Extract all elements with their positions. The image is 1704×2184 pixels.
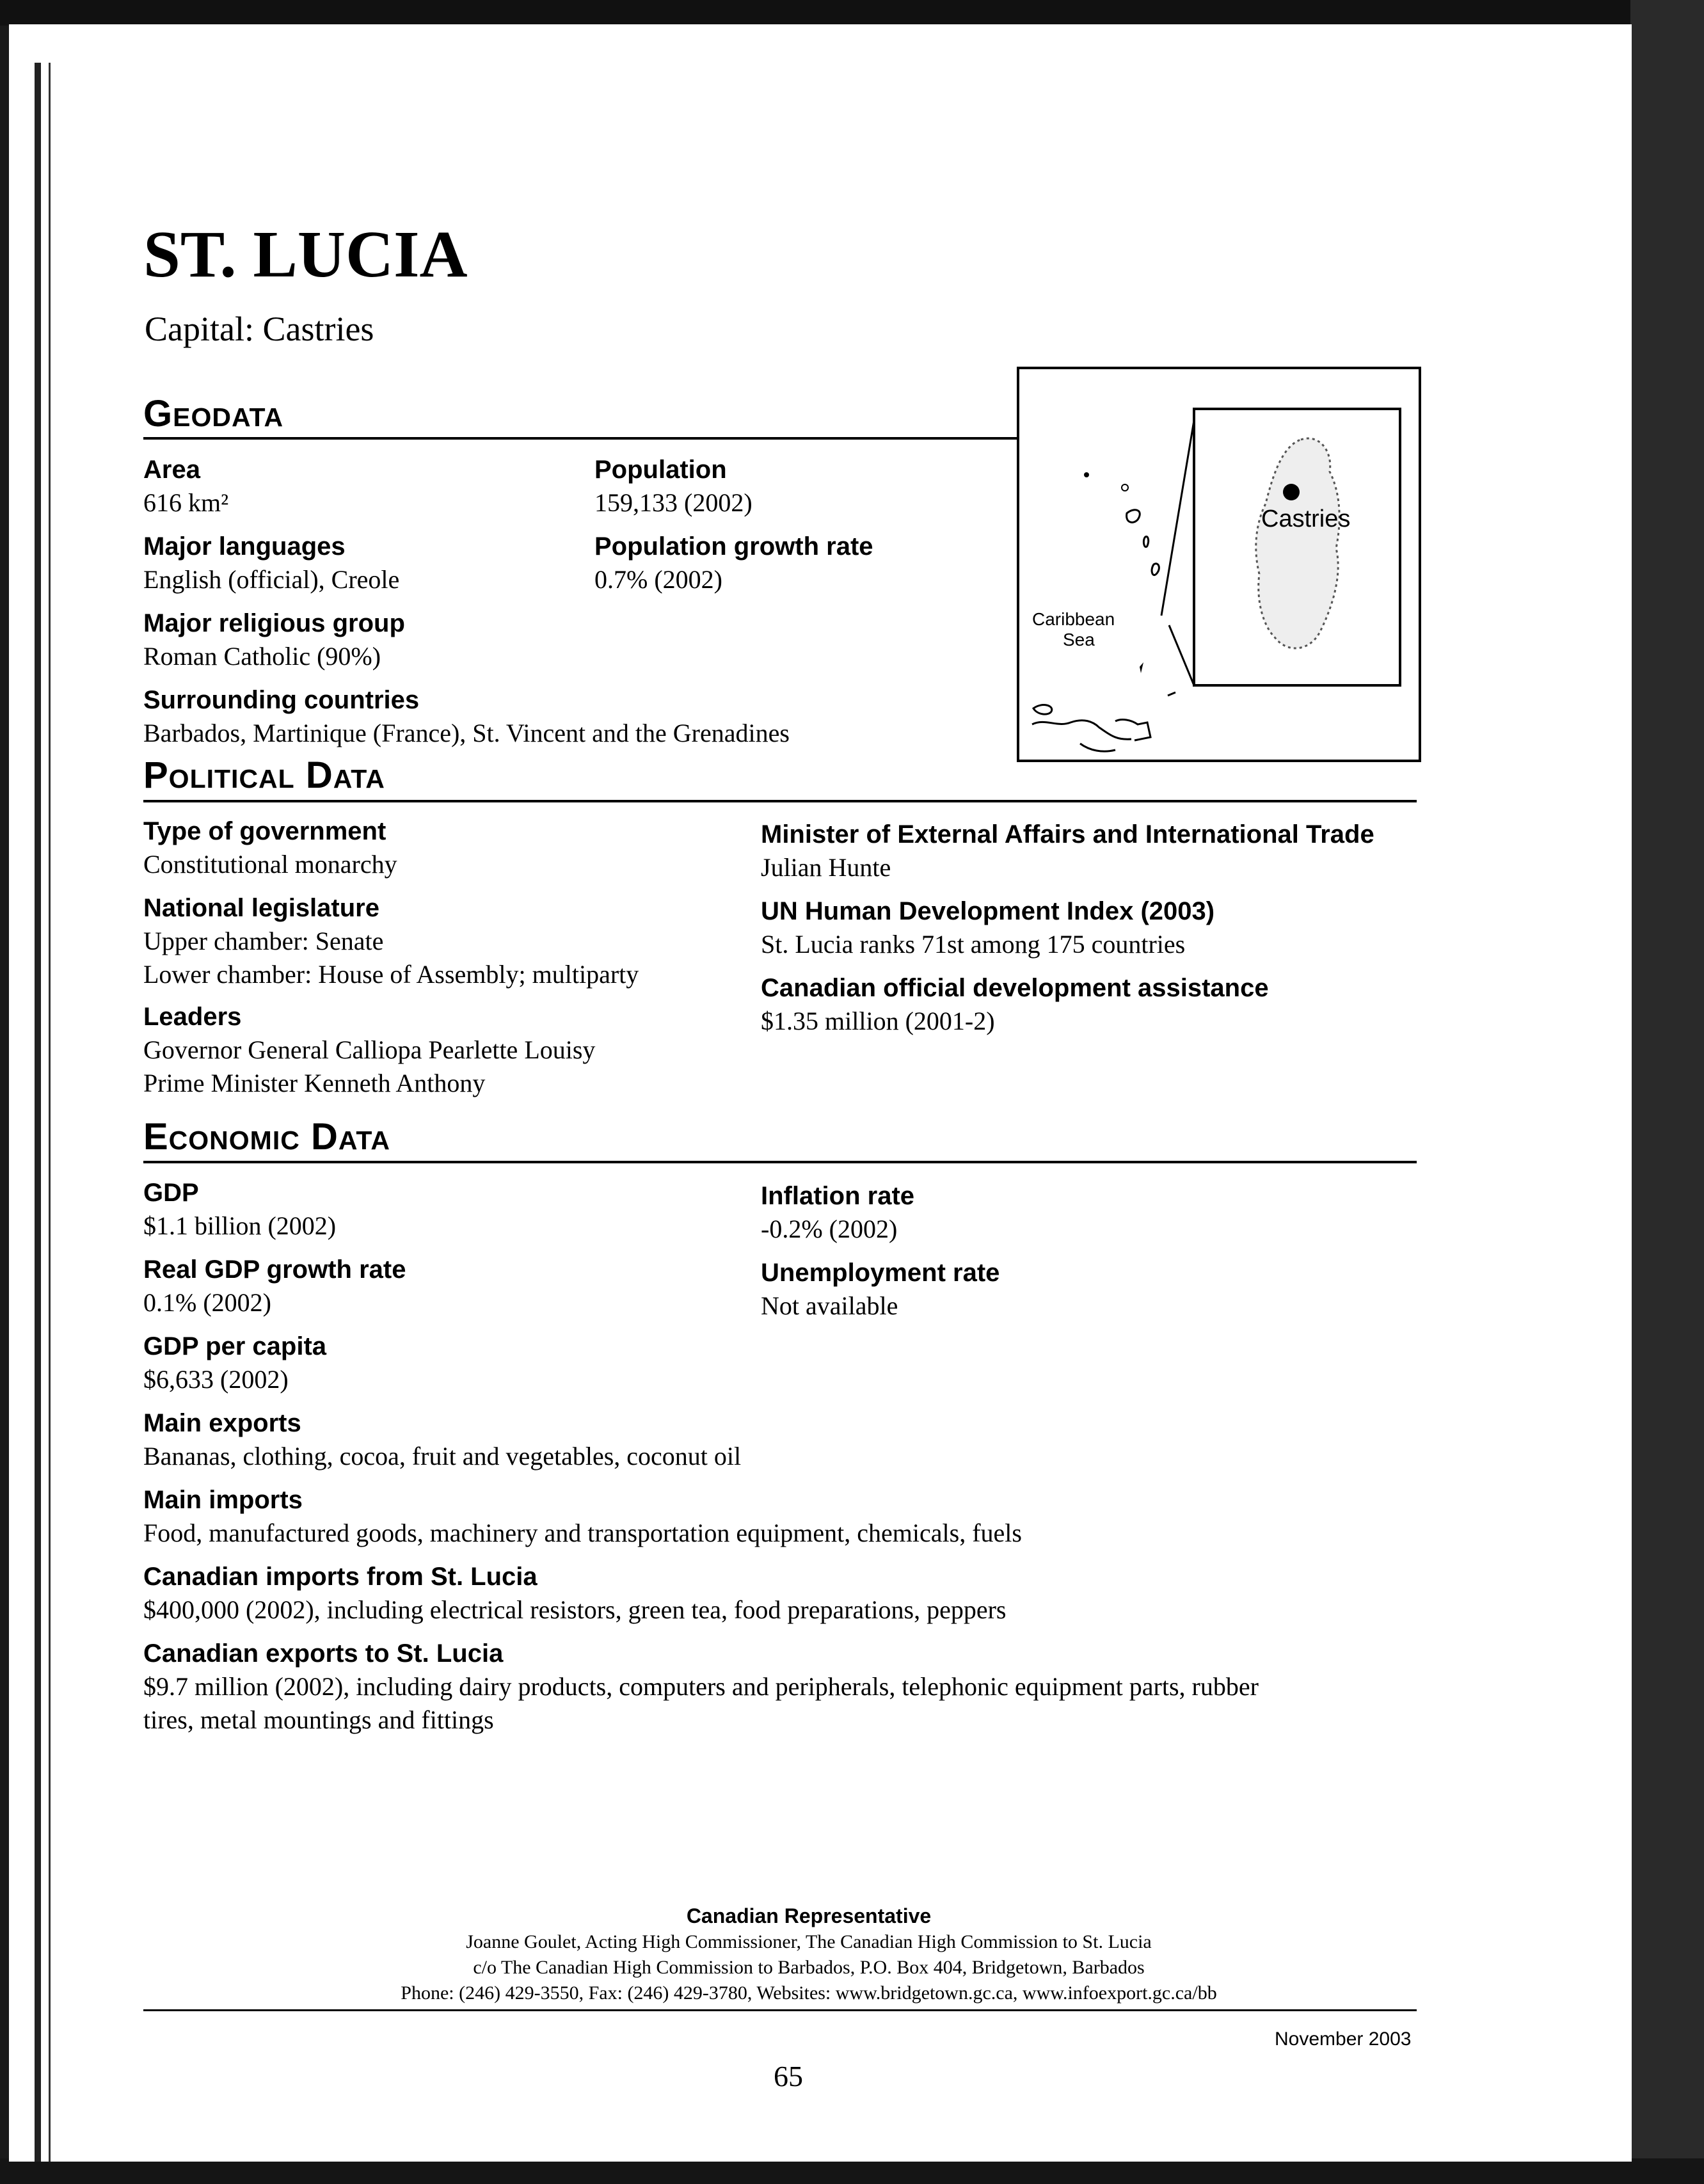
scan-border-top	[0, 0, 1704, 26]
geodata-rule	[143, 437, 1020, 440]
footer-rule	[143, 2009, 1417, 2011]
legislature-field	[143, 891, 847, 991]
castries-marker	[1283, 484, 1300, 500]
area-label: Area	[143, 456, 200, 484]
representative-line3: Phone: (246) 429-3550, Fax: (246) 429-3780, Websites: www.bridgetown.gc.ca, www.infoexport.gc.ca/bb	[401, 1982, 1217, 2004]
binder-edge	[35, 63, 41, 2162]
hdi-field	[761, 895, 1465, 961]
publication-date: November 2003	[1275, 2029, 1412, 2050]
cdn-imports-field	[143, 1560, 1423, 1627]
coastline	[1115, 720, 1151, 740]
legislature-label: National legislature	[143, 894, 379, 922]
imports-label: Main imports	[143, 1486, 303, 1514]
small-island	[1140, 662, 1143, 673]
coastline	[1080, 744, 1115, 751]
gdp-capita-label: GDP per capita	[143, 1332, 327, 1360]
oda-field	[761, 971, 1465, 1038]
small-island	[1152, 564, 1159, 575]
religion-value: Roman Catholic (90%)	[143, 642, 381, 671]
oda-value: $1.35 million (2001-2)	[761, 1007, 995, 1035]
geodata-heading: Geodata	[143, 393, 284, 434]
small-island	[1122, 484, 1128, 491]
gdp-capita-value: $6,633 (2002)	[143, 1365, 289, 1394]
map-graphic	[1019, 369, 1419, 760]
exports-value: Bananas, clothing, cocoa, fruit and vegetables, coconut oil	[143, 1442, 742, 1471]
religion-field	[143, 607, 847, 673]
economic-rule	[143, 1161, 1417, 1163]
population-value: 159,133 (2002)	[594, 488, 752, 517]
minister-value: Julian Hunte	[761, 853, 891, 882]
political-heading: Political Data	[143, 754, 385, 796]
small-island	[1084, 472, 1089, 477]
leaders-label: Leaders	[143, 1003, 242, 1031]
gdp-field	[143, 1176, 847, 1243]
castries-map-label: Castries	[1261, 506, 1351, 532]
sea-label-line1: Caribbean	[1032, 609, 1115, 629]
unemployment-label: Unemployment rate	[761, 1259, 1000, 1287]
languages-label: Major languages	[143, 532, 346, 561]
sea-label-line2: Sea	[1063, 630, 1095, 650]
exports-field	[143, 1407, 1423, 1473]
surrounding-value: Barbados, Martinique (France), St. Vincent and the Grenadines	[143, 719, 790, 747]
economic-heading: Economic Data	[143, 1116, 391, 1158]
cdn-exports-field	[143, 1637, 1423, 1737]
binder-edge-inner	[49, 63, 51, 2162]
representative-line1: Joanne Goulet, Acting High Commissioner, The Canadian High Commission to St. Lucia	[466, 1931, 1152, 1952]
exports-label: Main exports	[143, 1409, 301, 1437]
imports-field	[143, 1483, 1423, 1550]
cdn-imports-value: $400,000 (2002), including electrical resistors, green tea, food preparations, peppers	[143, 1595, 1007, 1624]
cdn-exports-value-line2: tires, metal mountings and fittings	[143, 1705, 494, 1734]
scan-border-bottom	[0, 2158, 1704, 2184]
gdp-value: $1.1 billion (2002)	[143, 1211, 337, 1240]
government-label: Type of government	[143, 817, 386, 845]
page-title: ST. LUCIA	[143, 218, 468, 291]
hdi-value: St. Lucia ranks 71st among 175 countries	[761, 930, 1186, 959]
unemployment-field	[761, 1256, 1465, 1323]
gdp-label: GDP	[143, 1179, 199, 1207]
population-label: Population	[594, 456, 727, 484]
gdp-growth-field	[143, 1253, 847, 1319]
inset-pointer-top	[1161, 420, 1194, 616]
inflation-field	[761, 1179, 1465, 1246]
leaders-field	[143, 1000, 847, 1100]
leaders-prime-minister: Prime Minister Kenneth Anthony	[143, 1069, 486, 1097]
st-lucia-island	[1256, 438, 1339, 648]
representative-title: Canadian Representative	[686, 1904, 932, 1927]
leaders-governor: Governor General Calliopa Pearlette Louisy	[143, 1035, 596, 1064]
representative-line2: c/o The Canadian High Commission to Barbados, P.O. Box 404, Bridgetown, Barbados	[473, 1957, 1145, 1978]
legislature-lower: Lower chamber: House of Assembly; multiparty	[143, 960, 639, 989]
page-number: 65	[774, 2060, 803, 2092]
cdn-exports-label: Canadian exports to St. Lucia	[143, 1639, 504, 1668]
inflation-label: Inflation rate	[761, 1182, 915, 1210]
area-value: 616 km²	[143, 488, 229, 517]
cdn-exports-value-line1: $9.7 million (2002), including dairy products, computers and peripherals, telephonic equipment parts, rubber	[143, 1672, 1259, 1701]
martinique-island	[1127, 510, 1140, 523]
minister-label: Minister of External Affairs and International Trade	[761, 820, 1374, 849]
small-island	[1143, 536, 1148, 546]
scan-border-right	[1630, 0, 1704, 2184]
document-page	[9, 24, 1632, 2162]
coastline	[1033, 705, 1052, 715]
imports-value: Food, manufactured goods, machinery and transportation equipment, chemicals, fuels	[143, 1518, 1022, 1547]
religion-label: Major religious group	[143, 609, 405, 637]
gdp-growth-label: Real GDP growth rate	[143, 1255, 406, 1284]
legislature-upper: Upper chamber: Senate	[143, 927, 384, 955]
hdi-label: UN Human Development Index (2003)	[761, 897, 1215, 925]
small-island	[1168, 692, 1175, 696]
languages-value: English (official), Creole	[143, 565, 400, 594]
minister-field	[761, 818, 1465, 884]
surrounding-field	[143, 683, 1007, 750]
oda-label: Canadian official development assistance	[761, 974, 1269, 1002]
cdn-imports-label: Canadian imports from St. Lucia	[143, 1563, 537, 1591]
government-value: Constitutional monarchy	[143, 850, 397, 879]
growth-label: Population growth rate	[594, 532, 873, 561]
inset-pointer-bottom	[1169, 625, 1194, 685]
location-map	[1017, 367, 1421, 762]
inflation-value: -0.2% (2002)	[761, 1215, 898, 1243]
growth-value: 0.7% (2002)	[594, 565, 722, 594]
gdp-growth-value: 0.1% (2002)	[143, 1288, 271, 1317]
surrounding-label: Surrounding countries	[143, 686, 420, 714]
coastline	[1032, 721, 1131, 740]
political-rule	[143, 800, 1417, 802]
government-field	[143, 815, 847, 881]
unemployment-value: Not available	[761, 1291, 898, 1320]
capital-subtitle: Capital: Castries	[145, 310, 374, 348]
gdp-capita-field	[143, 1330, 847, 1396]
